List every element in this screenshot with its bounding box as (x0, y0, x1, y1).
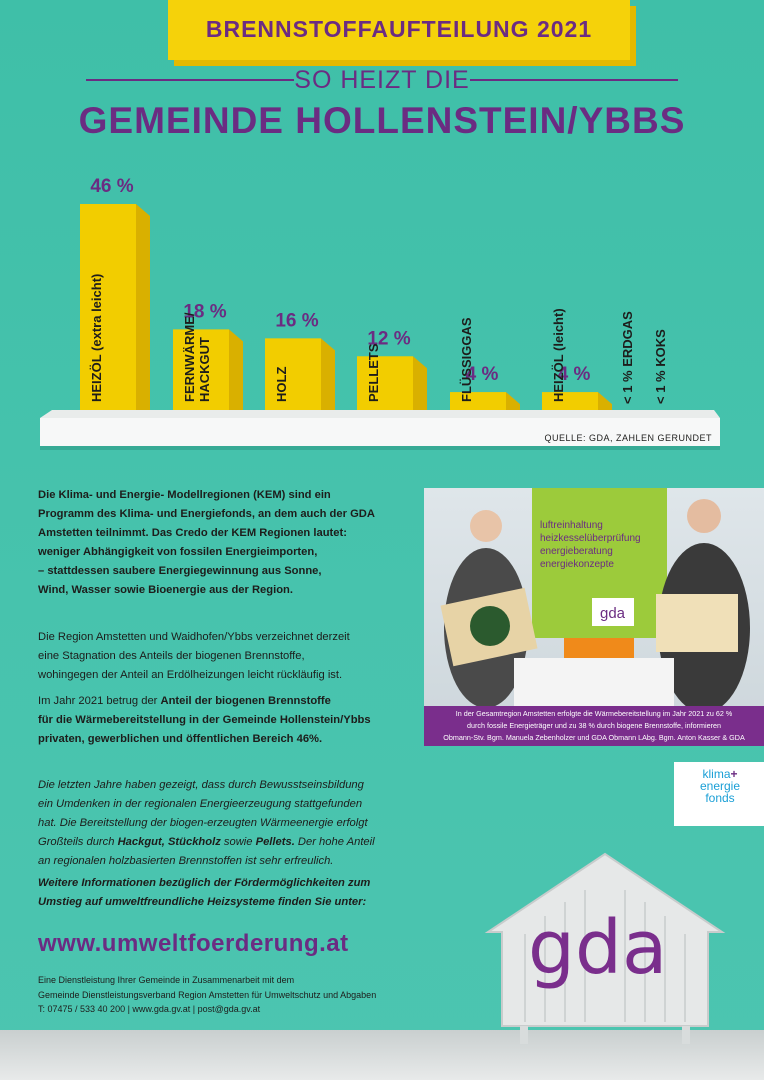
text-line: Programm des Klima- und Energiefonds, an dem auch der GDA (38, 508, 375, 520)
footer-line: T: 07475 / 533 40 200 | www.gda.gv.at | post@gda.gv.at (38, 1004, 261, 1014)
text-line: ein Umdenken in der regionalen Energieerzeugung stattgefunden (38, 798, 363, 810)
photo-caption (424, 706, 764, 746)
shelf-top (40, 410, 720, 418)
bar-side (598, 392, 612, 410)
bar-side (413, 356, 427, 410)
press-photo (424, 488, 764, 706)
banner-title: BRENNSTOFFAUFTEILUNG 2021 (205, 16, 593, 42)
caption-line: Obmann-Stv. Bgm. Manuela Zebenholzer und GDA Obmann LAbg. Bgm. Anton Kasser & GDA (443, 733, 745, 742)
footer (38, 973, 458, 1017)
photo-banner-line: heizkesselüberprüfung (540, 533, 641, 544)
category-label: HOLZ (274, 366, 289, 402)
photo-person-man-head (687, 499, 721, 533)
value-label: 12 % (367, 328, 411, 350)
category-label: FERNWÄRME/ (182, 312, 197, 402)
website-link[interactable]: www.umweltfoerderung.at (38, 930, 349, 957)
radiator-gda-text: gda (528, 905, 668, 991)
photo-flames (564, 638, 634, 658)
bar-side (229, 329, 243, 410)
photo-person-woman-head (470, 510, 502, 542)
text-line: für die Wärmebereitstellung in der Gemeinde Hollenstein/Ybbs (38, 714, 371, 726)
text-line: Wind, Wasser sowie Bioenergie aus der Region. (38, 584, 293, 596)
text-line: Die letzten Jahre haben gezeigt, dass durch Bewusstseinsbildung (38, 779, 364, 791)
photo-pie (470, 606, 510, 646)
text-line: Amstetten teilnimmt. Das Credo der KEM Regionen lautet: (38, 527, 347, 539)
photo-box-right (656, 594, 738, 652)
text-line: an regionalen holzbasierten Brennstoffen ist sehr erfreulich. (38, 855, 334, 867)
logo-text (682, 768, 758, 804)
text-line: Die Region Amstetten und Waidhofen/Ybbs verzeichnet derzeit (38, 631, 350, 643)
footer-line: Eine Dienstleistung Ihrer Gemeinde in Zusammenarbeit mit dem (38, 975, 295, 985)
text-line: Die Klima- und Energie- Modellregionen (KEM) sind ein (38, 489, 331, 501)
photo-banner-line: luftreinhaltung (540, 520, 603, 531)
region-paragraph (38, 628, 408, 685)
text-line: – stattdessen saubere Energiegewinnung aus Sonne, (38, 565, 322, 577)
more-info-paragraph (38, 874, 408, 912)
category-label: HEIZÖL (extra leicht) (89, 273, 104, 402)
radiator-foot-left (520, 1026, 528, 1044)
photo-banner-line: energieberatung (540, 546, 613, 557)
caption-line: durch fossile Energieträger und zu 38 % durch biogene Brennstoffe, informieren (467, 721, 721, 730)
text-line: wohingegen der Anteil an Erdölheizungen leicht rückläufig ist. (38, 669, 343, 681)
photo-table (514, 658, 674, 706)
chart-shelf (40, 410, 720, 450)
text-line: Großteils durch Hackgut, Stückholz sowie Pellets. Der hohe Anteil (38, 836, 375, 848)
awareness-paragraph (38, 776, 408, 871)
text-line: eine Stagnation des Anteils der biogenen Brennstoffe, (38, 650, 305, 662)
text-line: Im Jahr 2021 betrug der Anteil der biogenen Brennstoffe (38, 695, 331, 707)
value-label: 4 % (557, 364, 591, 386)
photo-gda-box-text: gda (600, 605, 626, 622)
biogenic-share-paragraph (38, 692, 408, 749)
caption-line: In der Gesamtregion Amstetten erfolgte die Wärmebereitstellung im Jahr 2021 zu 62 % (455, 709, 733, 718)
page-title: GEMEINDE HOLLENSTEIN/YBBS (78, 100, 686, 141)
logo-line: fonds (705, 791, 735, 805)
radiator-foot-right (682, 1026, 690, 1044)
text-line: Umstieg auf umweltfreundliche Heizsysteme finden Sie unter: (38, 896, 367, 908)
shelf-shadow (40, 446, 720, 450)
bar-side (506, 392, 520, 410)
bar-side (136, 204, 150, 410)
logo-plus: + (730, 767, 738, 781)
value-label: 18 % (183, 301, 227, 323)
text-line: Weitere Informationen bezüglich der Fördermöglichkeiten zum (38, 877, 371, 889)
photo-illustration (424, 488, 764, 706)
logo-line: energie (699, 779, 741, 793)
bar-chart (0, 160, 764, 460)
value-label: 16 % (275, 310, 319, 332)
value-label: 46 % (90, 176, 134, 197)
value-label: 4 % (465, 364, 499, 386)
category-label: FLÜSSIGGAS (459, 317, 474, 402)
category-label: < 1 % KOKS (653, 329, 668, 404)
text-line: privaten, gewerblichen und öffentlichen Bereich 46%. (38, 733, 323, 745)
bar-side (321, 338, 335, 410)
footer-line: Gemeinde Dienstleistungsverband Region Amstetten für Umweltschutz und Abgaben (38, 989, 377, 1000)
logo-line: klima+ (702, 767, 738, 781)
subtitle: SO HEIZT DIE (294, 66, 470, 94)
category-label-line2: HACKGUT (197, 337, 212, 402)
intro-paragraph (38, 486, 408, 600)
source-note: QUELLE: GDA, ZAHLEN GERUNDET (544, 433, 712, 443)
category-label: PELLETS (366, 343, 381, 402)
photo-banner-line: energiekonzepte (540, 559, 614, 570)
category-label: HEIZÖL (leicht) (551, 308, 566, 402)
text-line: hat. Die Bereitstellung der biogen-erzeugten Wärmeenergie erfolgt (38, 817, 368, 829)
text-line: weniger Abhängigkeit von fossilen Energieimporten, (38, 546, 318, 558)
category-label: < 1 % ERDGAS (620, 311, 635, 404)
